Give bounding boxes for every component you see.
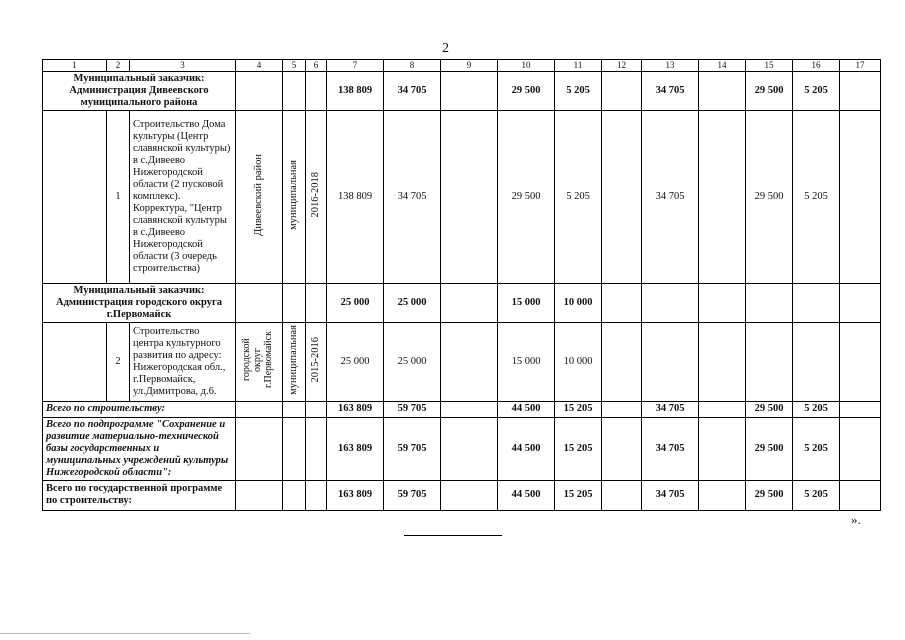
col-header: 12 (602, 60, 642, 72)
value-cell: 163 809 (327, 401, 384, 417)
total-label: Всего по государственной программе по строительству: (43, 480, 236, 510)
value-cell: 25 000 (327, 323, 384, 402)
margin-rule (0, 633, 250, 634)
customer-row-diveevo (43, 72, 881, 111)
value-cell: 34 705 (642, 401, 699, 417)
value-cell: 29 500 (746, 72, 793, 111)
total-label: Всего по подпрограмме "Сохранение и развитие материально-технической базы государственных и муниципальных учреждений культуры Нижегородской области": (43, 417, 236, 480)
col-header: 8 (384, 60, 441, 72)
value-cell: 15 205 (555, 480, 602, 510)
value-cell: 34 705 (642, 72, 699, 111)
col-header: 13 (642, 60, 699, 72)
value-cell: 25 000 (384, 284, 441, 323)
col-header: 1 (43, 60, 107, 72)
col-header: 11 (555, 60, 602, 72)
value-cell: 15 205 (555, 401, 602, 417)
closing-quote-mark: ». (851, 512, 861, 527)
value-cell: 15 000 (498, 284, 555, 323)
value-cell: 138 809 (327, 72, 384, 111)
value-cell: 29 500 (498, 72, 555, 111)
object-period: 2016-2018 (310, 172, 321, 218)
value-cell: 5 205 (793, 401, 840, 417)
value-cell: 5 205 (555, 111, 602, 284)
col-header: 4 (236, 60, 283, 72)
col-header: 3 (130, 60, 236, 72)
col-header: 15 (746, 60, 793, 72)
value-cell: 59 705 (384, 401, 441, 417)
investment-table (42, 59, 881, 511)
page-number: 2 (442, 41, 449, 56)
object-name: Строительство Дома культуры (Центр славянской культуры) в с.Дивеево Нижегородской области (2 пусковой комплекс). Корректура, "Центр славянской культуры в с.Дивеево Нижегородской области (3 очередь строительства) (130, 111, 236, 284)
col-header: 5 (283, 60, 306, 72)
value-cell: 10 000 (555, 323, 602, 402)
col-header: 10 (498, 60, 555, 72)
value-cell: 34 705 (384, 72, 441, 111)
value-cell: 5 205 (555, 72, 602, 111)
total-state-program-row (43, 480, 881, 510)
col-header: 9 (441, 60, 498, 72)
object-name: Строительство центра культурного развития по адресу: Нижегородская обл., г.Первомайск, ул.Димитрова, д.6. (130, 323, 236, 402)
value-cell: 5 205 (793, 480, 840, 510)
customer-title: Муниципальный заказчик: Администрация Дивеевского муниципального района (43, 72, 236, 111)
total-subprogram-row (43, 417, 881, 480)
object-number: 1 (107, 111, 130, 284)
col-header: 17 (840, 60, 881, 72)
value-cell: 29 500 (746, 111, 793, 284)
value-cell: 44 500 (498, 401, 555, 417)
object-location: городской округ г.Первомайск (241, 331, 274, 389)
value-cell: 5 205 (793, 417, 840, 480)
col-header: 2 (107, 60, 130, 72)
customer-row-pervomaysk (43, 284, 881, 323)
value-cell: 29 500 (746, 417, 793, 480)
value-cell: 163 809 (327, 417, 384, 480)
object-number: 2 (107, 323, 130, 402)
value-cell: 5 205 (793, 111, 840, 284)
col-header: 6 (306, 60, 327, 72)
value-cell: 44 500 (498, 480, 555, 510)
value-cell: 29 500 (746, 480, 793, 510)
value-cell: 34 705 (384, 111, 441, 284)
value-cell: 163 809 (327, 480, 384, 510)
value-cell: 29 500 (498, 111, 555, 284)
value-cell: 15 205 (555, 417, 602, 480)
col-header: 16 (793, 60, 840, 72)
column-number-row (43, 60, 881, 72)
value-cell: 59 705 (384, 417, 441, 480)
value-cell: 34 705 (642, 480, 699, 510)
customer-title: Муниципальный заказчик: Администрация городского округа г.Первомайск (43, 284, 236, 323)
value-cell: 29 500 (746, 401, 793, 417)
value-cell: 138 809 (327, 111, 384, 284)
value-cell: 59 705 (384, 480, 441, 510)
object-location: Дивеевский район (253, 154, 264, 236)
object-ownership: муниципальная (288, 160, 299, 230)
value-cell: 44 500 (498, 417, 555, 480)
value-cell: 25 000 (384, 323, 441, 402)
total-construction-row (43, 401, 881, 417)
value-cell: 15 000 (498, 323, 555, 402)
footer-divider (404, 535, 502, 536)
value-cell: 34 705 (642, 111, 699, 284)
object-ownership: муниципальная (288, 325, 299, 395)
object-row-1 (43, 111, 881, 284)
object-period: 2015-2016 (310, 337, 321, 383)
total-label: Всего по строительству: (43, 401, 236, 417)
col-header: 14 (699, 60, 746, 72)
object-row-2 (43, 323, 881, 402)
value-cell: 5 205 (793, 72, 840, 111)
value-cell: 25 000 (327, 284, 384, 323)
value-cell: 34 705 (642, 417, 699, 480)
value-cell: 10 000 (555, 284, 602, 323)
col-header: 7 (327, 60, 384, 72)
